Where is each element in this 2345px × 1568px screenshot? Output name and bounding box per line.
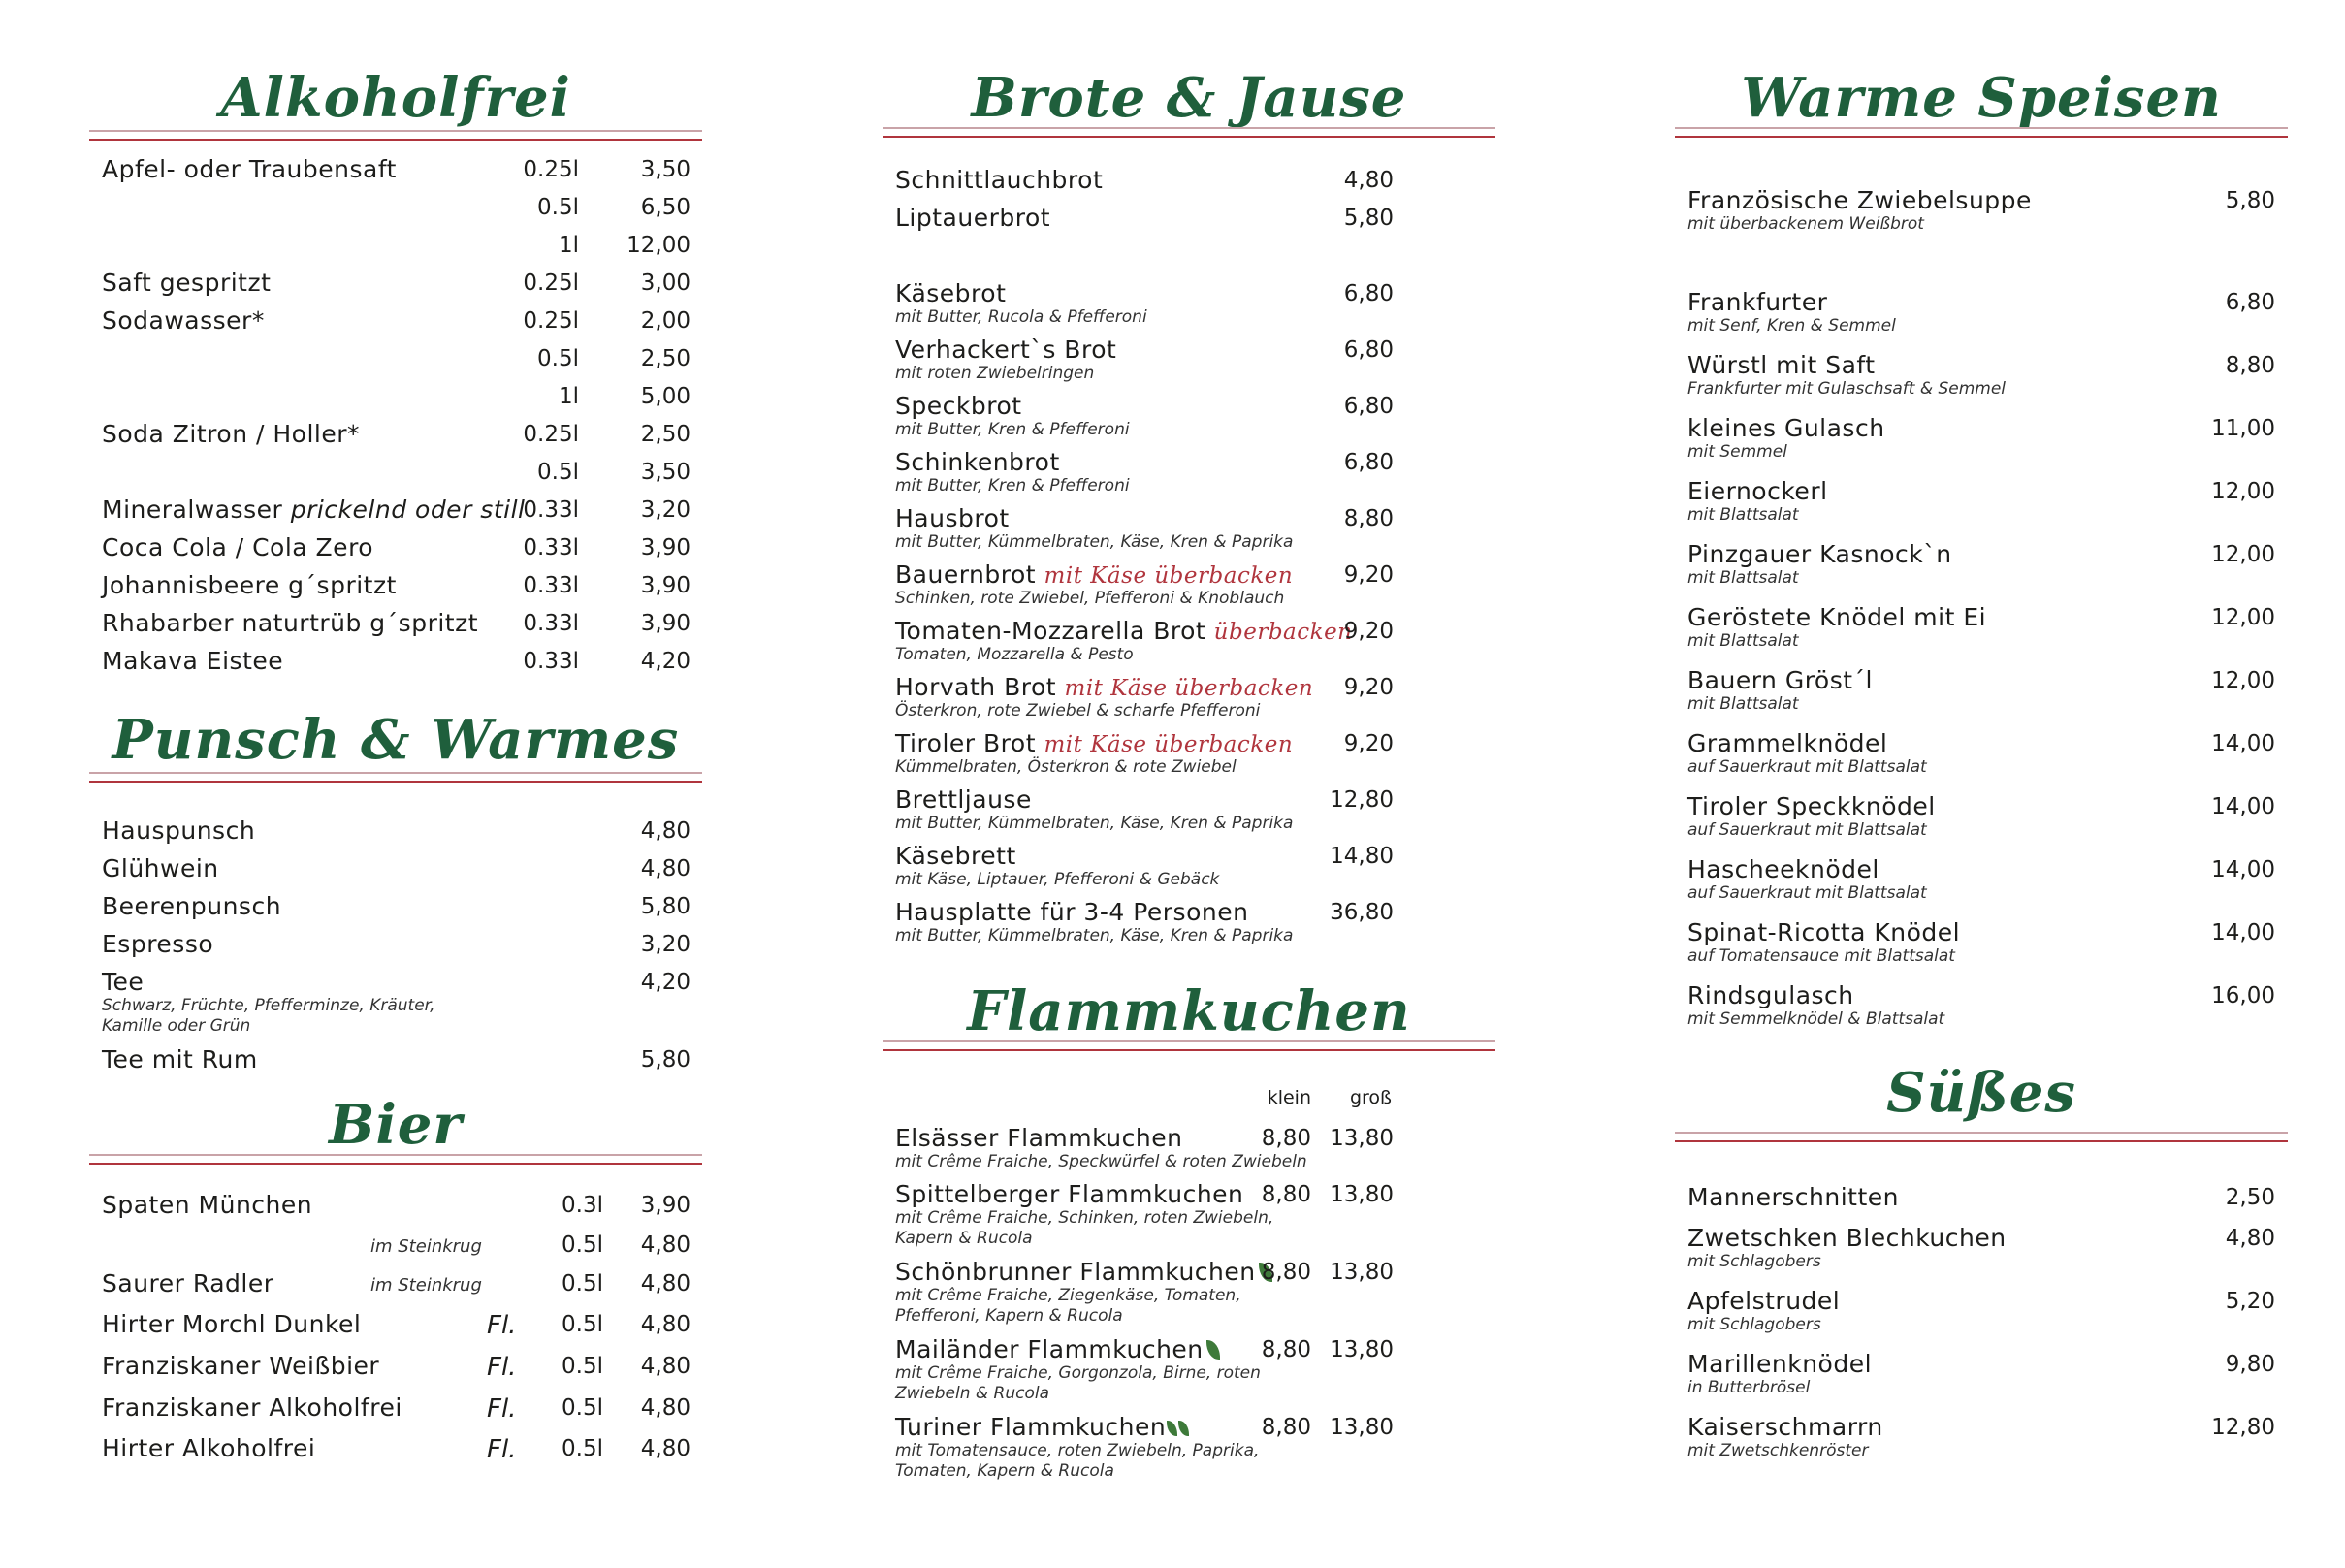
item-description: mit Crême Fraiche, Speckwürfel & roten Zwiebeln [895,1152,1307,1171]
item-name: Hirter Alkoholfrei [102,1434,316,1462]
section-title-flammkuchen: Flammkuchen [967,979,1411,1043]
item-price: 12,00 [626,233,691,258]
item-name: Saft gespritzt [102,269,272,297]
menu-item [89,456,702,495]
item-price: 12,00 [2211,479,2275,504]
menu-item [89,966,702,1034]
item-name: Eiernockerl [1687,477,1828,505]
item-description: mit überbackenem Weißbrot [1687,214,1924,234]
item-description: Pfefferoni, Kapern & Rucola [895,1306,1123,1326]
menu-item [89,928,702,967]
vegan-leaf-icon [1167,1421,1177,1436]
item-size: 0.33l [523,573,579,598]
item-name: Apfel- oder Traubensaft [102,155,397,183]
menu-item [883,390,1495,439]
item-name: Saurer Radler [102,1269,274,1297]
item-description: auf Sauerkraut mit Blattsalat [1687,820,1927,840]
menu-item [89,229,702,268]
item-price: 14,00 [2211,731,2275,756]
item-price-large: 13,80 [1330,1126,1394,1151]
item-price: 4,80 [640,1271,691,1296]
section-title-suesses: Süßes [1886,1061,2076,1125]
item-price-small: 8,80 [1261,1260,1311,1285]
menu-item [89,191,702,230]
item-price: 2,50 [640,422,691,447]
item-name: Soda Zitron / Holler* [102,420,361,448]
menu-item [1675,412,2288,462]
item-description: Tomaten, Mozzarella & Pesto [895,645,1134,664]
menu-item [883,1178,1495,1246]
menu-item [883,202,1495,240]
item-size: 1l [558,233,579,258]
item-size: 0.5l [537,195,579,220]
section-divider [883,1040,1495,1051]
section-divider [89,1154,702,1165]
section-divider [89,130,702,141]
item-price: 6,80 [1343,281,1394,306]
item-price: 4,80 [2225,1226,2275,1251]
menu-item [1675,349,2288,399]
item-name: Rhabarber naturtrüb g´spritzt [102,609,479,637]
item-size: 0.5l [537,346,579,371]
menu-item [883,840,1495,889]
item-description: mit Tomatensauce, roten Zwiebeln, Paprika, [895,1441,1260,1460]
item-note: im Steinkrug [370,1275,482,1296]
item-size: 0.33l [523,611,579,636]
item-name: Schinkenbrot [895,448,1060,476]
menu-item [89,607,702,646]
item-name: Franziskaner Weißbier [102,1352,380,1380]
item-description: mit Butter, Kümmelbraten, Käse, Kren & Paprika [895,926,1294,945]
item-price: 36,80 [1330,900,1394,925]
item-bottle: Fl. [487,1353,517,1382]
item-size: 0.5l [537,460,579,485]
item-size: 0.5l [562,1354,603,1379]
item-size: 0.5l [562,1395,603,1421]
item-name: Spittelberger Flammkuchen [895,1180,1244,1208]
item-price: 9,20 [1343,562,1394,588]
item-name: Hausbrot [895,504,1010,532]
item-price: 5,80 [2225,188,2275,213]
item-price: 6,80 [1343,450,1394,475]
menu-item [1675,286,2288,336]
menu-item [89,890,702,929]
item-description: mit Butter, Kren & Pfefferoni [895,420,1130,439]
item-description: mit Schlagobers [1687,1315,1821,1334]
item-price-small: 8,80 [1261,1415,1311,1440]
item-description: mit Crême Fraiche, Gorgonzola, Birne, roten [895,1363,1261,1383]
menu-item [883,784,1495,833]
item-highlight: mit Käse überbacken [1044,732,1294,757]
item-description: mit Zwetschkenröster [1687,1441,1869,1460]
item-price: 4,80 [1343,168,1394,193]
item-description: Österkron, rote Zwiebel & scharfe Pfefferoni [895,701,1261,720]
size-header-large: groß [1349,1087,1392,1108]
menu-item [883,896,1495,945]
section-divider [89,772,702,783]
item-name: Pinzgauer Kasnock`n [1687,540,1952,568]
item-description: Kapern & Rucola [895,1229,1033,1248]
item-price: 4,80 [640,1312,691,1337]
item-name: Hauspunsch [102,816,256,845]
item-price: 5,80 [640,894,691,919]
item-price: 5,80 [640,1047,691,1072]
item-name: Bauern Gröst´l [1687,666,1873,694]
item-description: Kümmelbraten, Österkron & rote Zwiebel [895,757,1237,777]
item-size: 0.33l [523,497,579,523]
menu-item [883,671,1495,720]
menu-item [1675,1348,2288,1397]
menu-item [883,559,1495,608]
item-price: 8,80 [2225,353,2275,378]
menu-item [1675,538,2288,588]
menu-item [89,1350,702,1389]
menu-item [1675,916,2288,966]
item-name: Schnittlauchbrot [895,166,1104,194]
item-description: mit Crême Fraiche, Ziegenkäse, Tomaten, [895,1286,1241,1305]
item-description: Tomaten, Kapern & Rucola [895,1461,1114,1481]
item-description: mit Senf, Kren & Semmel [1687,316,1896,336]
item-name-main: Mineralwasser [102,496,283,524]
section-divider [883,127,1495,138]
item-name: Rindsgulasch [1687,981,1854,1009]
item-price-large: 13,80 [1330,1337,1394,1362]
item-size: 0.5l [562,1271,603,1296]
item-price: 12,00 [2211,668,2275,693]
menu-item [883,1333,1495,1401]
menu-item [89,815,702,853]
item-price-large: 13,80 [1330,1415,1394,1440]
item-name: Würstl mit Saft [1687,351,1876,379]
item-bottle: Fl. [487,1311,517,1340]
item-price: 9,20 [1343,675,1394,700]
item-price: 4,20 [640,649,691,674]
menu-item [89,1308,702,1347]
menu-item [883,1256,1495,1324]
item-name: Zwetschken Blechkuchen [1687,1224,2007,1252]
section-title-warme-speisen: Warme Speisen [1741,66,2222,130]
item-price: 9,20 [1343,619,1394,644]
item-description: mit Semmelknödel & Blattsalat [1687,1009,1945,1029]
menu-item [883,502,1495,552]
item-name-main: Schönbrunner Flammkuchen [895,1258,1256,1286]
item-price: 14,00 [2211,857,2275,882]
menu-item [89,1229,702,1267]
menu-item [89,1043,702,1082]
item-size: 0.33l [523,649,579,674]
item-description: Schinken, rote Zwiebel, Pfefferoni & Knoblauch [895,589,1285,608]
menu-item [883,1122,1495,1171]
menu-item [1675,184,2288,234]
item-name: Spaten München [102,1191,313,1219]
item-price: 12,00 [2211,605,2275,630]
menu-item [89,645,702,684]
item-description: Zwiebeln & Rucola [895,1384,1050,1403]
item-name: Makava Eistee [102,647,284,675]
item-price: 4,20 [640,970,691,995]
item-name: Käsebrot [895,279,1007,307]
item-price-large: 13,80 [1330,1182,1394,1207]
item-price: 3,50 [640,157,691,182]
item-note: im Steinkrug [370,1236,482,1257]
item-price: 2,50 [640,346,691,371]
item-name: Hascheeknödel [1687,855,1879,883]
item-bottle: Fl. [487,1435,517,1464]
item-description: mit Semmel [1687,442,1787,462]
item-description: mit Blattsalat [1687,631,1799,651]
item-price: 12,00 [2211,542,2275,567]
menu-item [89,1267,702,1306]
item-description: mit Butter, Kren & Pfefferoni [895,476,1130,496]
item-description: mit Butter, Kümmelbraten, Käse, Kren & Paprika [895,532,1294,552]
size-header-row [883,1084,1495,1113]
item-price: 3,90 [640,1193,691,1218]
item-name: Coca Cola / Cola Zero [102,533,374,561]
item-description: Kamille oder Grün [102,1016,251,1036]
menu-item [1675,727,2288,777]
item-price: 6,80 [2225,290,2275,315]
item-name: Grammelknödel [1687,729,1888,757]
menu-item [1675,1285,2288,1334]
item-price: 14,00 [2211,920,2275,945]
menu-item [89,494,702,532]
item-name: Spinat-Ricotta Knödel [1687,918,1961,946]
size-header-small: klein [1267,1087,1311,1108]
item-name: Apfelstrudel [1687,1287,1841,1315]
item-price: 4,80 [640,1232,691,1258]
item-name-main: Tiroler Brot [895,729,1037,757]
item-size: 0.5l [562,1312,603,1337]
item-price: 14,80 [1330,844,1394,869]
menu-item [1675,1181,2288,1220]
item-price: 3,90 [640,611,691,636]
item-price: 3,00 [640,271,691,296]
item-price: 3,20 [640,932,691,957]
item-price: 2,00 [640,308,691,334]
item-price-large: 13,80 [1330,1260,1394,1285]
item-name [895,1333,1220,1366]
item-size: 0.3l [562,1193,603,1218]
item-name: Mannerschnitten [1687,1183,1899,1211]
menu-item [89,418,702,457]
item-highlight: mit Käse überbacken [1064,676,1314,701]
section-title-brote: Brote & Jause [971,66,1407,130]
menu-item [883,277,1495,327]
item-name: Espresso [102,930,214,958]
item-highlight: mit Käse überbacken [1044,563,1294,589]
item-size: 0.25l [523,422,579,447]
item-name: Geröstete Knödel mit Ei [1687,603,1987,631]
menu-item [1675,601,2288,651]
section-divider [1675,127,2288,138]
item-size: 0.5l [562,1232,603,1258]
item-name: Marillenknödel [1687,1350,1873,1378]
menu-item [89,153,702,192]
item-name: Hausplatte für 3-4 Personen [895,898,1249,926]
item-highlight: überbacken [1213,620,1353,645]
item-name-main: Mailänder Flammkuchen [895,1335,1204,1363]
item-price: 5,00 [640,384,691,409]
item-size: 0.25l [523,308,579,334]
menu-item [89,531,702,570]
item-size: 0.25l [523,271,579,296]
menu-item [89,1432,702,1471]
menu-item [89,267,702,305]
item-name: Hirter Morchl Dunkel [102,1310,362,1338]
menu-item [1675,475,2288,525]
item-name: Französische Zwiebelsuppe [1687,186,2032,214]
menu-item [89,569,702,608]
item-name: Beerenpunsch [102,892,282,920]
item-description: mit Blattsalat [1687,505,1799,525]
item-price: 4,80 [640,818,691,844]
item-description: Frankfurter mit Gulaschsaft & Semmel [1687,379,2007,399]
item-size: 1l [558,384,579,409]
item-description: mit Schlagobers [1687,1252,1821,1271]
item-name: Tee [102,968,145,996]
item-name: Speckbrot [895,392,1022,420]
item-price: 14,00 [2211,794,2275,819]
item-description: mit Käse, Liptauer, Pfefferoni & Gebäck [895,870,1220,889]
item-name-italic: prickelnd oder still [290,496,526,524]
item-price: 3,20 [640,497,691,523]
item-name-main: Bauernbrot [895,560,1037,589]
item-description: mit Blattsalat [1687,694,1799,714]
item-name: Franziskaner Alkoholfrei [102,1393,402,1422]
item-price: 9,80 [2225,1352,2275,1377]
item-price-small: 8,80 [1261,1126,1311,1151]
item-description: auf Tomatensauce mit Blattsalat [1687,946,1955,966]
item-size: 0.25l [523,157,579,182]
item-price: 3,50 [640,460,691,485]
item-price: 12,80 [2211,1415,2275,1440]
item-name-main: Horvath Brot [895,673,1057,701]
item-price: 11,00 [2211,416,2275,441]
section-title-alkoholfrei: Alkoholfrei [220,66,571,130]
item-price: 5,20 [2225,1289,2275,1314]
item-description: mit Blattsalat [1687,568,1799,588]
item-name: Kaiserschmarrn [1687,1413,1883,1441]
item-description: in Butterbrösel [1687,1378,1811,1397]
item-description: mit roten Zwiebelringen [895,364,1095,383]
item-name: Käsebrett [895,842,1016,870]
item-price: 3,90 [640,535,691,560]
section-title-punsch: Punsch & Warmes [112,708,680,772]
menu-item [89,1392,702,1430]
item-price-small: 8,80 [1261,1182,1311,1207]
item-price: 6,80 [1343,337,1394,363]
menu-item [1675,1411,2288,1460]
menu-item [89,1189,702,1228]
item-price-small: 8,80 [1261,1337,1311,1362]
item-price: 5,80 [1343,206,1394,231]
item-name: Verhackert`s Brot [895,336,1117,364]
menu-item [1675,664,2288,714]
item-name: Glühwein [102,854,219,882]
section-title-bier: Bier [329,1093,463,1157]
item-name [895,1411,1189,1444]
menu-item [883,727,1495,777]
menu-item [883,334,1495,383]
item-price: 6,50 [640,195,691,220]
item-name: Tiroler Speckknödel [1687,792,1936,820]
item-description: mit Butter, Rucola & Pfefferoni [895,307,1147,327]
menu-item [883,1411,1495,1479]
menu-item [1675,790,2288,840]
item-name: Sodawasser* [102,306,265,335]
menu-item [1675,853,2288,903]
item-name: Liptauerbrot [895,204,1051,232]
item-name: Johannisbeere g´spritzt [102,571,397,599]
item-price: 4,80 [640,1395,691,1421]
item-name: kleines Gulasch [1687,414,1885,442]
item-description: auf Sauerkraut mit Blattsalat [1687,757,1927,777]
item-size: 0.5l [562,1436,603,1461]
item-price: 2,50 [2225,1185,2275,1210]
item-bottle: Fl. [487,1394,517,1424]
item-price: 4,80 [640,856,691,881]
item-name: Tee mit Rum [102,1045,258,1073]
section-divider [1675,1132,2288,1142]
item-name: Frankfurter [1687,288,1828,316]
item-price: 3,90 [640,573,691,598]
item-name: Elsässer Flammkuchen [895,1124,1183,1152]
item-description: mit Butter, Kümmelbraten, Käse, Kren & Paprika [895,814,1294,833]
item-description: mit Crême Fraiche, Schinken, roten Zwiebeln, [895,1208,1274,1228]
item-price: 6,80 [1343,394,1394,419]
item-price: 12,80 [1330,787,1394,813]
item-description: Schwarz, Früchte, Pfefferminze, Kräuter, [102,996,435,1015]
menu-item [883,164,1495,203]
item-name-main: Tomaten-Mozzarella Brot [895,617,1206,645]
menu-item [89,852,702,891]
item-size: 0.33l [523,535,579,560]
menu-item [883,446,1495,496]
vegan-leaf-icon [1178,1421,1189,1436]
menu-item [1675,979,2288,1029]
item-price: 4,80 [640,1354,691,1379]
menu-item [1675,1222,2288,1271]
menu-item [89,342,702,381]
item-price: 8,80 [1343,506,1394,531]
item-name-main: Turiner Flammkuchen [895,1413,1167,1441]
item-price: 9,20 [1343,731,1394,756]
item-price: 4,80 [640,1436,691,1461]
item-description: auf Sauerkraut mit Blattsalat [1687,883,1927,903]
menu-item [89,380,702,419]
menu-item [883,615,1495,664]
item-name: Brettljause [895,785,1032,814]
menu-item [89,304,702,343]
item-name [102,494,525,527]
item-price: 16,00 [2211,983,2275,1008]
